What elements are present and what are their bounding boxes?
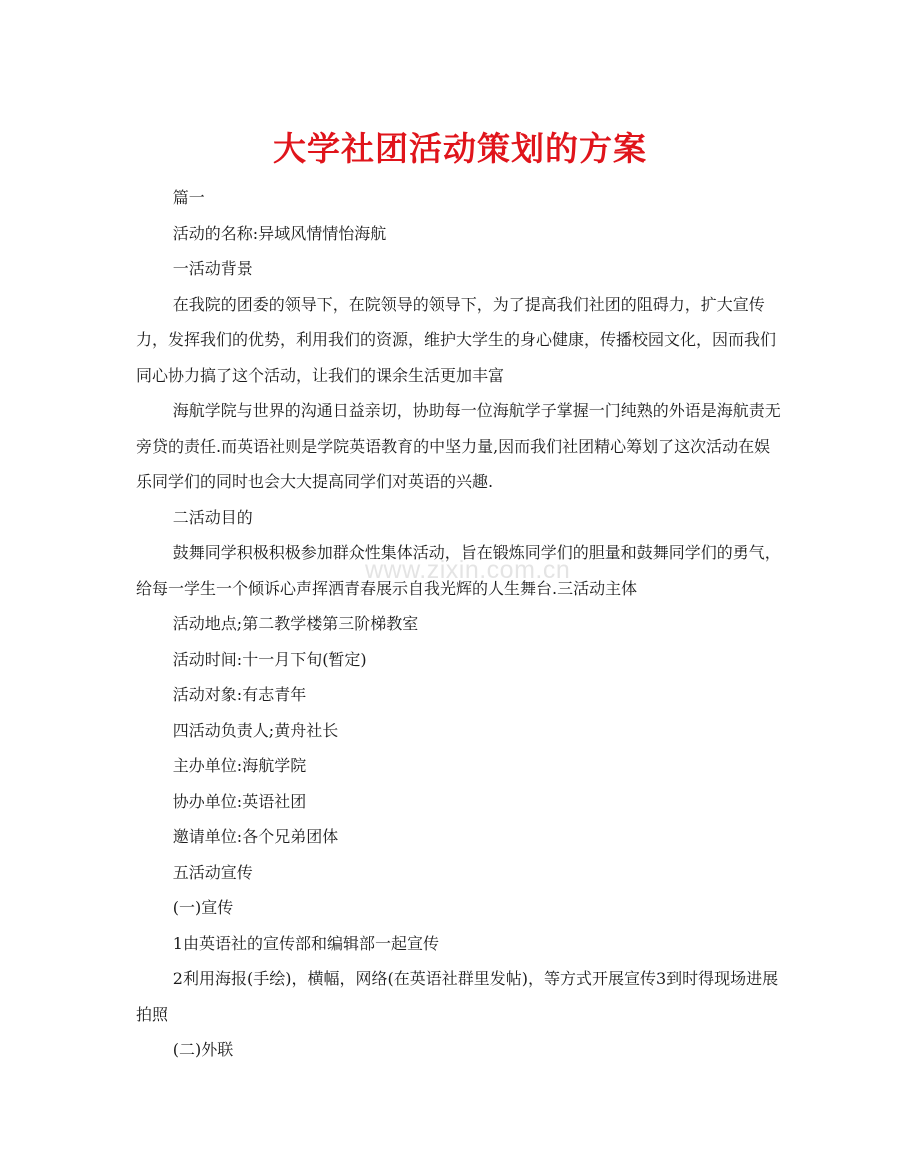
section-heading: 二活动目的 [172,507,253,527]
watermark: www.zixin.com.cn [365,556,571,584]
paragraph: 活动地点;第二教学楼第三阶梯教室 [172,614,419,633]
section-heading: 五活动宣传 [172,862,253,882]
section-heading: 一活动背景 [172,259,253,278]
paragraph: 2利用海报(手绘)，横幅，网络(在英语社群里发帖)，等方式开展宣传3到时得现场进展拍照 [136,969,779,1024]
paragraph: 邀请单位:各个兄弟团体 [172,827,339,846]
section-heading: 四活动负责人;黄舟社长 [172,720,339,740]
paragraph: 篇一 [172,188,205,207]
paragraph: 在我院的团委的领导下，在院领导的领导下，为了提高我们社团的阻碍力，扩大宣传力，发挥我们的优势，利用我们的资源，维护大学生的身心健康，传播校园文化，因而我们同心协力搞了这个活动，让我们的课余生活更加丰富 [136,294,777,385]
paragraph: 鼓舞同学积极积极参加群众性集体活动，旨在锻炼同学们的胆量和鼓舞同学们的勇气，给每一学生一个倾诉心声挥洒青春展示自我光辉的人生舞台.三活动主体 [136,543,781,598]
paragraph: 活动的名称:异域风情情怡海航 [172,223,387,243]
subsection-heading: (二)外联 [172,1040,234,1059]
paragraph: 海航学院与世界的沟通日益亲切，协助每一位海航学子掌握一门纯熟的外语是海航责无旁贷的责任.而英语社则是学院英语教育的中坚力量,因而我们社团精心筹划了这次活动在娱乐同学们的同时也会大大提高同学们对英语的兴趣. [136,401,781,491]
paragraph: 活动时间:十一月下旬(暂定) [172,649,367,669]
paragraph: 协办单位:英语社团 [172,791,307,811]
document-body [136,180,786,1068]
subsection-heading: (一)宣传 [172,898,234,917]
paragraph: 活动对象:有志青年 [172,685,307,704]
paragraph: 主办单位:海航学院 [172,756,307,775]
document-title: 大学社团活动策划的方案 [273,129,647,168]
paragraph: 1由英语社的宣传部和编辑部一起宣传 [172,933,439,953]
